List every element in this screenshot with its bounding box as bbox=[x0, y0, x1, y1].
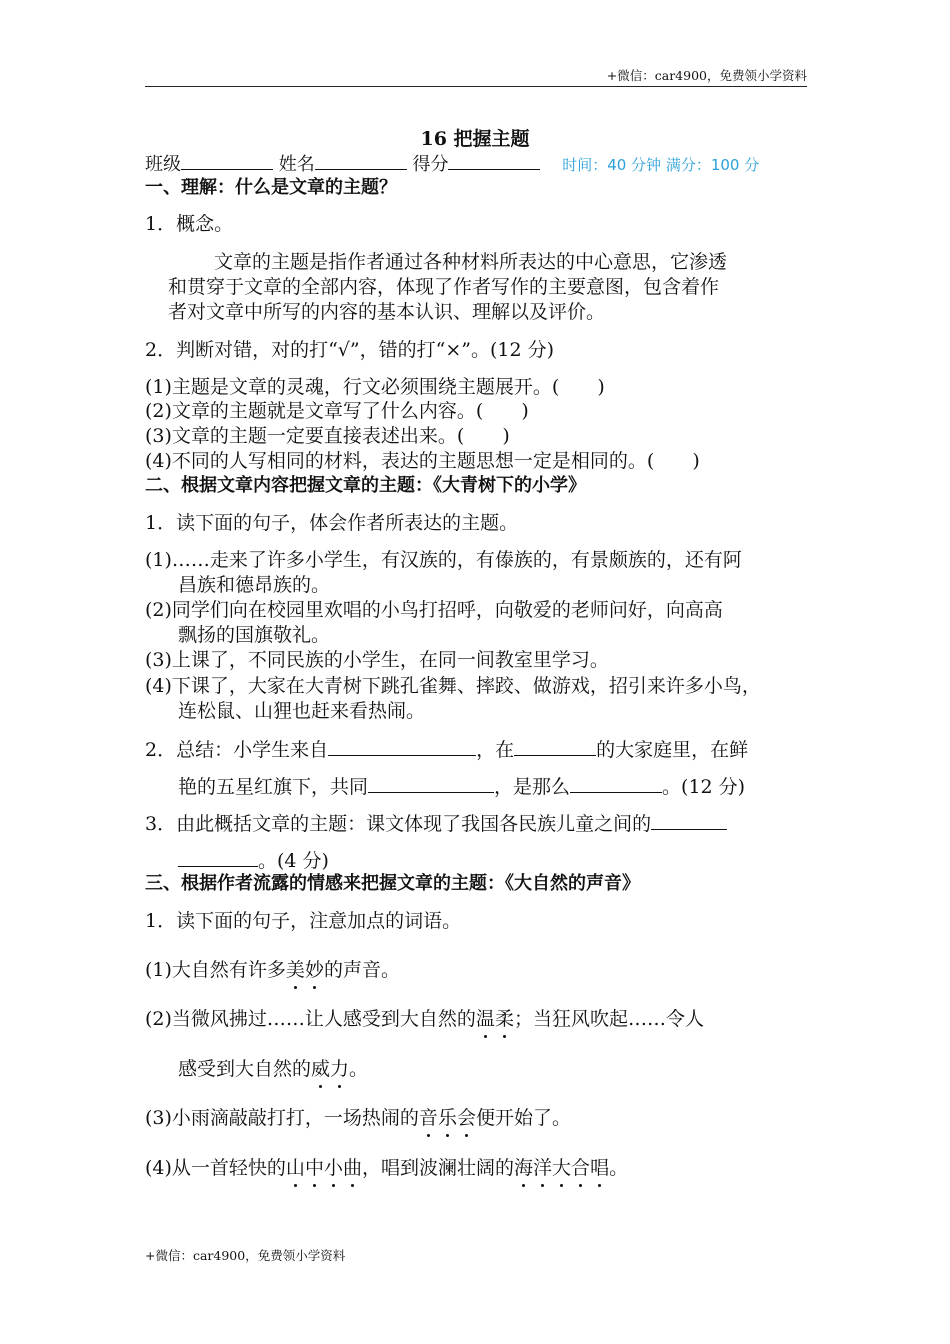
name-label: 姓名 bbox=[278, 154, 315, 175]
dotted-sentence: (3)小雨滴敲敲打打，一场热闹的音乐会便开始了。 bbox=[145, 1107, 571, 1129]
class-label: 班级 bbox=[145, 154, 181, 175]
judge-item: (4)不同的人写相同的材料，表达的主题思想一定是相同的。( ) bbox=[145, 450, 700, 472]
sentence-line: (4)下课了，大家在大青树下跳孔雀舞、摔跤、做游戏，招引来许多小鸟， bbox=[145, 675, 761, 697]
score-label: 得分 bbox=[412, 154, 449, 175]
name-blank[interactable] bbox=[315, 150, 407, 170]
concept-line: 者对文章中所写的内容的基本认识、理解以及评价。 bbox=[168, 301, 606, 323]
footer-watermark: +微信：car4900，免费领小学资料 bbox=[145, 1248, 346, 1263]
dotted-char: 海 bbox=[514, 1157, 534, 1179]
sentence-line: (1)……走来了许多小学生，有汉族的，有傣族的，有景颇族的，还有阿 bbox=[145, 549, 742, 571]
dotted-sentence: 感受到大自然的威力。 bbox=[178, 1058, 369, 1080]
dotted-char: 小 bbox=[323, 1157, 343, 1179]
concept-line: 文章的主题是指作者通过各种材料所表达的中心意思，它渗透 bbox=[214, 251, 728, 273]
summary-line-1: 2．总结：小学生来自 ，在 的大家庭里，在鲜 bbox=[145, 736, 748, 762]
dotted-char: 音 bbox=[418, 1107, 438, 1129]
section-1-heading: 一、理解：什么是文章的主题？ bbox=[145, 177, 397, 198]
page-title: 16 把握主题 bbox=[420, 128, 530, 150]
dotted-char: 温 bbox=[475, 1008, 495, 1030]
dotted-char: 合 bbox=[571, 1157, 591, 1179]
dotted-char: 柔 bbox=[494, 1008, 514, 1030]
judge-item: (2)文章的主题就是文章写了什么内容。( ) bbox=[145, 400, 529, 422]
dotted-char: 山 bbox=[285, 1157, 305, 1179]
dotted-char: 中 bbox=[304, 1157, 324, 1179]
time-score-note: 时间：40 分钟 满分：100 分 bbox=[562, 156, 760, 174]
student-info-row bbox=[145, 150, 759, 177]
dotted-sentence: (4)从一首轻快的山中小曲，唱到波澜壮阔的海洋大合唱。 bbox=[145, 1157, 629, 1179]
fill-blank[interactable] bbox=[651, 810, 727, 830]
dotted-char: 妙 bbox=[304, 959, 324, 981]
sentence-line: (3)上课了，不同民族的小学生，在同一间教室里学习。 bbox=[145, 649, 609, 671]
page-header bbox=[145, 62, 807, 87]
dotted-char: 曲 bbox=[342, 1157, 362, 1179]
fill-blank[interactable] bbox=[178, 847, 258, 867]
dotted-char: 力 bbox=[330, 1058, 350, 1080]
theme-line-2: 。(4 分) bbox=[178, 847, 329, 873]
theme-line-1: 3．由此概括文章的主题：课文体现了我国各民族儿童之间的 bbox=[145, 810, 727, 836]
sentence-line: 昌族和德昂族的。 bbox=[178, 574, 331, 596]
dotted-char: 美 bbox=[285, 959, 305, 981]
s2-q1-label: 1．读下面的句子，体会作者所表达的主题。 bbox=[145, 512, 519, 534]
section-2-heading: 二、根据文章内容把握文章的主题：《大青树下的小学》 bbox=[145, 475, 586, 496]
section-3-heading: 三、根据作者流露的情感来把握文章的主题：《大自然的声音》 bbox=[145, 873, 640, 894]
header-watermark: +微信：car4900，免费领小学资料 bbox=[606, 68, 807, 83]
score-blank[interactable] bbox=[448, 150, 540, 170]
dotted-char: 唱 bbox=[590, 1157, 610, 1179]
s3-q1-label: 1．读下面的句子，注意加点的词语。 bbox=[145, 910, 462, 932]
concept-line: 和贯穿于文章的全部内容，体现了作者写作的主要意图，包含着作 bbox=[168, 276, 720, 298]
dotted-char: 大 bbox=[552, 1157, 572, 1179]
dotted-char: 洋 bbox=[533, 1157, 553, 1179]
s1-q2-label: 2．判断对错，对的打“√”，错的打“×”。(12 分) bbox=[145, 339, 555, 361]
fill-blank[interactable] bbox=[328, 736, 476, 756]
dotted-char: 乐 bbox=[437, 1107, 457, 1129]
sentence-line: 飘扬的国旗敬礼。 bbox=[178, 624, 331, 646]
judge-item: (3)文章的主题一定要直接表述出来。( ) bbox=[145, 425, 510, 447]
dotted-char: 会 bbox=[456, 1107, 476, 1129]
s1-q1-label: 1．概念。 bbox=[145, 213, 234, 235]
fill-blank[interactable] bbox=[368, 773, 494, 793]
dotted-sentence: (2)当微风拂过……让人感受到大自然的温柔；当狂风吹起……令人 bbox=[145, 1008, 704, 1030]
class-blank[interactable] bbox=[181, 150, 273, 170]
dotted-char: 威 bbox=[311, 1058, 331, 1080]
judge-item: (1)主题是文章的灵魂，行文必须围绕主题展开。( ) bbox=[145, 376, 605, 398]
sentence-line: 连松鼠、山狸也赶来看热闹。 bbox=[178, 700, 426, 722]
fill-blank[interactable] bbox=[570, 773, 662, 793]
sentence-line: (2)同学们向在校园里欢唱的小鸟打招呼，向敬爱的老师问好，向高高 bbox=[145, 599, 723, 621]
dotted-sentence: (1)大自然有许多美妙的声音。 bbox=[145, 959, 400, 981]
summary-line-2: 艳的五星红旗下，共同 ，是那么 。(12 分) bbox=[178, 773, 745, 799]
fill-blank[interactable] bbox=[514, 736, 596, 756]
